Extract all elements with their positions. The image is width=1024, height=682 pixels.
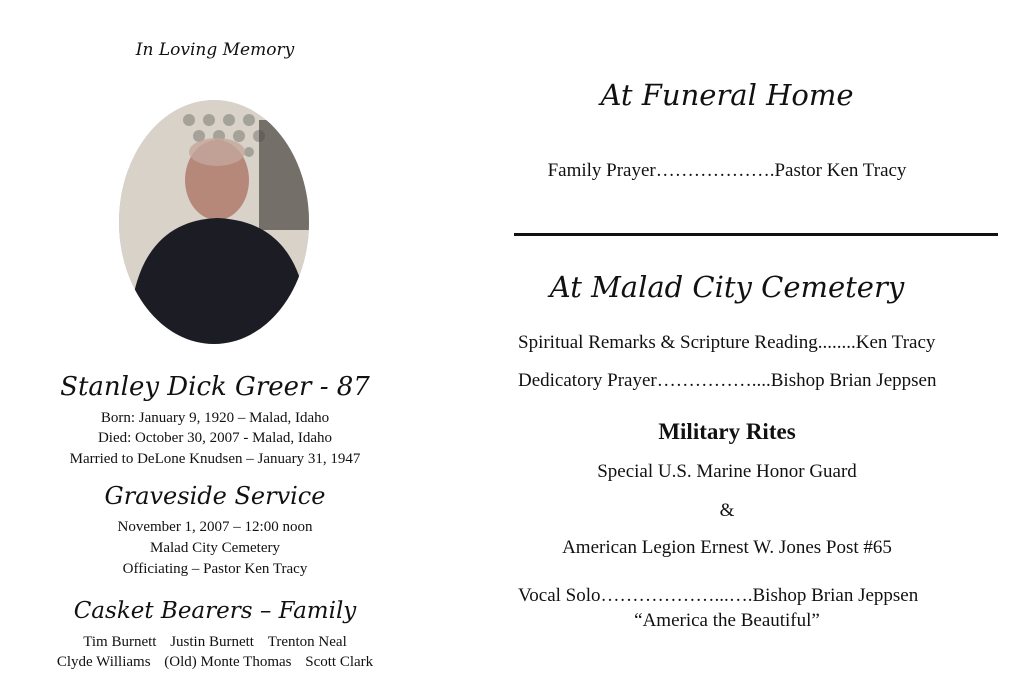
married-line: Married to DeLone Knudsen – January 31, 1947: [69, 451, 361, 467]
right-panel: [430, 0, 1024, 682]
graveside-officiating: Officiating – Pastor Ken Tracy: [122, 561, 308, 577]
funeral-home-heading: At Funeral Home: [600, 78, 854, 112]
section-divider: [514, 233, 998, 236]
graveside-heading: Graveside Service: [104, 482, 326, 510]
vocal-solo-line: Vocal Solo………………...….Bishop Brian Jeppsen: [518, 585, 919, 606]
graveside-place: Malad City Cemetery: [150, 540, 280, 556]
casket-bearer: Tim Burnett: [83, 634, 157, 650]
left-panel: [0, 0, 430, 682]
cemetery-heading: At Malad City Cemetery: [549, 270, 905, 304]
family-prayer-line: Family Prayer……………….Pastor Ken Tracy: [547, 160, 907, 181]
military-rites-heading: Military Rites: [658, 419, 796, 444]
casket-bearers-row-2: [0, 652, 430, 672]
portrait-image: [119, 100, 309, 344]
graveside-date: November 1, 2007 – 12:00 noon: [117, 519, 313, 535]
deceased-name: Stanley Dick Greer - 87: [60, 372, 370, 402]
casket-bearer: (Old) Monte Thomas: [164, 654, 292, 670]
song-title: “America the Beautiful”: [634, 610, 820, 631]
casket-bearer: Justin Burnett: [170, 634, 254, 650]
american-legion-line: American Legion Ernest W. Jones Post #65: [562, 537, 892, 558]
casket-bearer: Clyde Williams: [56, 654, 151, 670]
born-line: Born: January 9, 1920 – Malad, Idaho: [100, 410, 330, 426]
in-loving-memory: In Loving Memory: [135, 40, 295, 60]
dedicatory-prayer-line: Dedicatory Prayer……………....Bishop Brian Jeppsen: [518, 370, 937, 391]
casket-bearer: Scott Clark: [305, 654, 374, 670]
ampersand-line: &: [719, 500, 735, 521]
portrait-photo: [119, 100, 309, 344]
casket-bearers-row-1: [0, 632, 430, 652]
died-line: Died: October 30, 2007 - Malad, Idaho: [97, 430, 333, 446]
casket-bearer: Trenton Neal: [267, 634, 347, 650]
casket-bearers-heading: Casket Bearers – Family: [73, 598, 357, 624]
marine-honor-guard-line: Special U.S. Marine Honor Guard: [597, 461, 857, 482]
spiritual-remarks-line: Spiritual Remarks & Scripture Reading........Ken Tracy: [518, 332, 936, 353]
